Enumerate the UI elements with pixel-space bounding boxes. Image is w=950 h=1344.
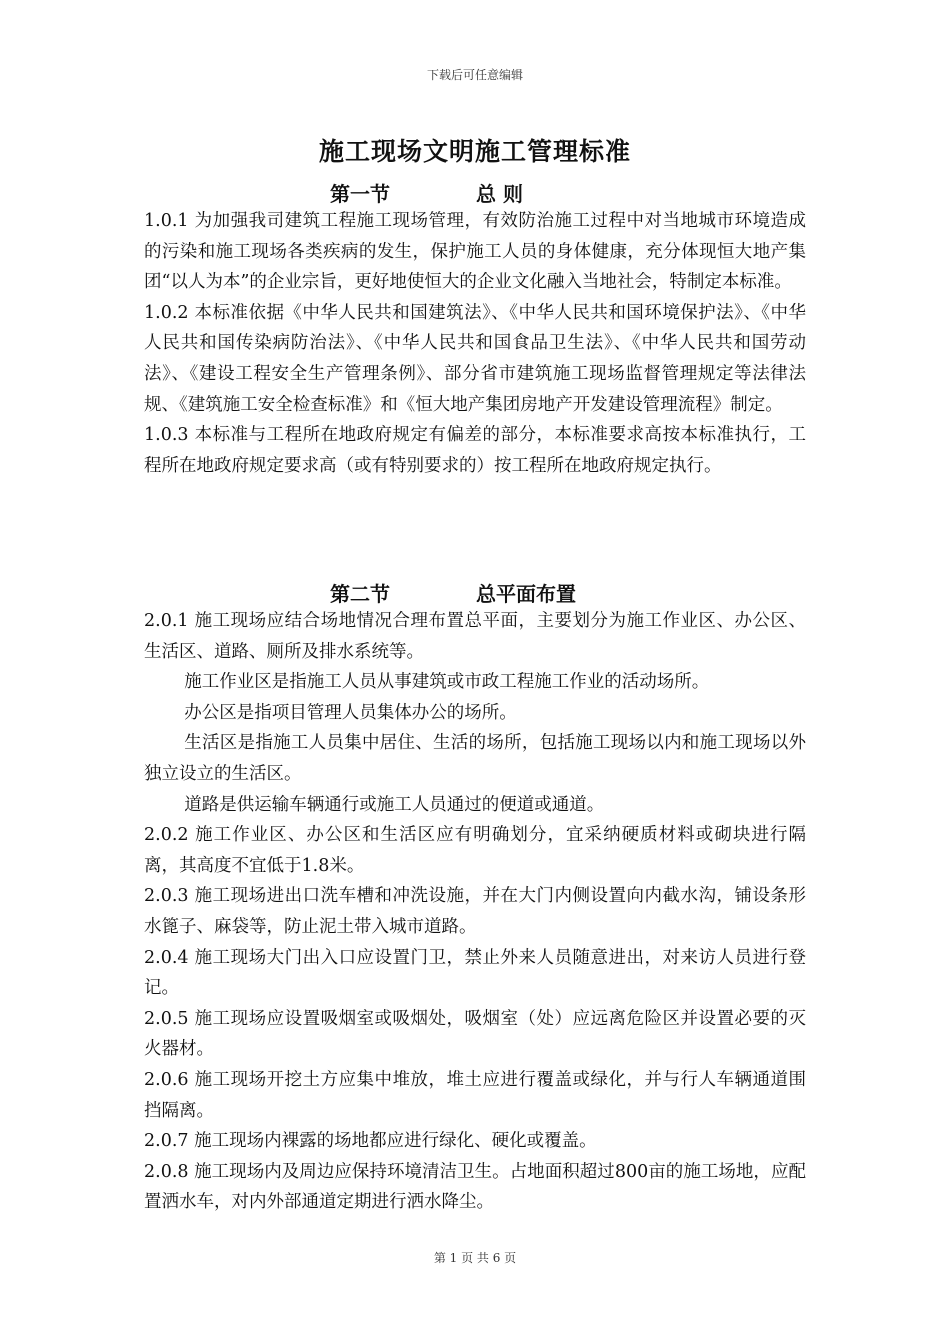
section-1-name: 总 则	[476, 182, 523, 206]
paragraph-2-0-4: 2.0.4 施工现场大门出入口应设置门卫，禁止外来人员随意进出，对来访人员进行登记。	[144, 947, 806, 999]
definition-office-area: 办公区是指项目管理人员集体办公的场所。	[184, 702, 517, 723]
paragraph-1-0-2: 1.0.2 本标准依据《中华人民共和国建筑法》、《中华人民共和国环境保护法》、《中华人民共和国传染病防治法》、《中华人民共和国食品卫生法》、《中华人民共和国劳动法》、《建设工程安全生产管理条例》、部分省市建筑施工现场监督管理规定等法律法规、《建筑施工安全检查标准》和《恒大地产集团房地产开发建设管理流程》制定。	[144, 302, 806, 415]
paragraph-2-0-8: 2.0.8 施工现场内及周边应保持环境清洁卫生。占地面积超过800亩的施工场地，应配置洒水车，对内外部通道定期进行洒水降尘。	[144, 1161, 806, 1213]
definition-living-area: 生活区是指施工人员集中居住、生活的场所，包括施工现场以内和施工现场以外独立设立的生活区。	[144, 733, 806, 784]
section-1-body	[144, 206, 806, 481]
paragraph-2-0-5: 2.0.5 施工现场应设置吸烟室或吸烟处，吸烟室（处）应远离危险区并设置必要的灭火器材。	[144, 1008, 806, 1060]
paragraph-2-0-2: 2.0.2 施工作业区、办公区和生活区应有明确划分，宜采纳硬质材料或砌块进行隔离，其高度不宜低于1.8米。	[144, 825, 806, 876]
document-title: 施工现场文明施工管理标准	[318, 137, 631, 166]
page-header-note: 下载后可任意编辑	[426, 68, 523, 82]
paragraph-2-0-7: 2.0.7 施工现场内裸露的场地都应进行绿化、硬化或覆盖。	[144, 1131, 597, 1152]
paragraph-1-0-1: 1.0.1 为加强我司建筑工程施工现场管理，有效防治施工过程中对当地城市环境造成的污染和施工现场各类疾病的发生，保护施工人员的身体健康，充分体现恒大地产集团“以人为本”的企业宗旨，更好地使恒大的企业文化融入当地社会，特制定本标准。	[144, 211, 806, 293]
section-2-name: 总平面布置	[476, 582, 576, 606]
section-1-heading	[0, 178, 950, 208]
section-2-body	[144, 606, 806, 1218]
page-footer-page-number: 第 1 页 共 6 页	[433, 1251, 517, 1265]
paragraph-2-0-3: 2.0.3 施工现场进出口洗车槽和冲洗设施，并在大门内侧设置向内截水沟，铺设条形水篦子、麻袋等，防止泥土带入城市道路。	[144, 886, 806, 937]
paragraph-2-0-1: 2.0.1 施工现场应结合场地情况合理布置总平面，主要划分为施工作业区、办公区、生活区、道路、厕所及排水系统等。	[144, 611, 806, 662]
paragraph-2-0-6: 2.0.6 施工现场开挖土方应集中堆放，堆土应进行覆盖或绿化，并与行人车辆通道围挡隔离。	[144, 1069, 806, 1121]
section-2-number: 第二节	[330, 582, 390, 606]
section-2-heading	[0, 578, 950, 608]
definition-work-area: 施工作业区是指施工人员从事建筑或市政工程施工作业的活动场所。	[184, 672, 710, 693]
paragraph-1-0-3: 1.0.3 本标准与工程所在地政府规定有偏差的部分，本标准要求高按本标准执行，工程所在地政府规定要求高（或有特别要求的）按工程所在地政府规定执行。	[144, 425, 806, 476]
section-1-number: 第一节	[330, 182, 390, 206]
definition-road: 道路是供运输车辆通行或施工人员通过的便道或通道。	[184, 794, 605, 815]
